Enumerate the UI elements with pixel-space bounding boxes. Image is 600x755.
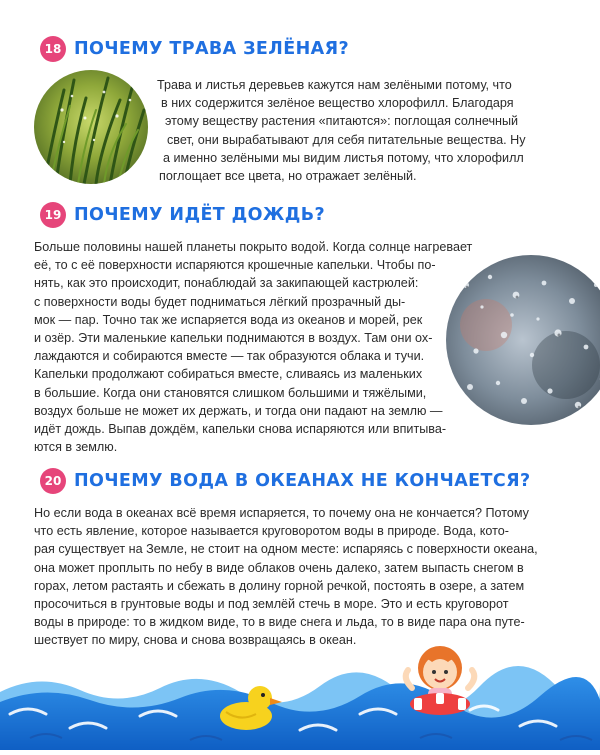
text-line: нять, как это происходит, понаблюдай за закипающей кастрюлей: bbox=[34, 274, 472, 292]
text-line: с поверхности воды будет подниматься лёгкий прозрачный ды- bbox=[34, 293, 472, 311]
text-line: шествует по миру, снова и снова возвращаясь в океан. bbox=[34, 631, 538, 649]
ocean-waves bbox=[0, 666, 600, 750]
text-line: свет, они вырабатывают для себя питательные вещества. Ну bbox=[157, 131, 526, 149]
section-title: ПОЧЕМУ ВОДА В ОКЕАНАХ НЕ КОНЧАЕТСЯ? bbox=[74, 471, 531, 491]
text-line: горах, летом растаять и сбежать в долину горной речкой, постоять в озере, а затем bbox=[34, 577, 538, 595]
grass-with-dew-photo bbox=[34, 70, 148, 184]
section-number-badge: 18 bbox=[40, 36, 66, 62]
text-line: рая существует на Земле, не стоит на одном месте: испаряясь с поверхности океана, bbox=[34, 540, 538, 558]
text-line: Капельки продолжают собираться вместе, сливаясь из маленьких bbox=[34, 365, 472, 383]
text-line: она может проплыть по небу в виде облаков очень далеко, затем выпасть снегом в bbox=[34, 559, 538, 577]
text-line: а именно зелёными мы видим листья потому, что хлорофилл bbox=[157, 149, 526, 167]
text-line: Но если вода в океанах всё время испаряется, то почему она не кончается? Потому bbox=[34, 504, 538, 522]
girl-swimming-with-ring bbox=[406, 646, 475, 715]
section-title: ПОЧЕМУ ИДЁТ ДОЖДЬ? bbox=[74, 205, 325, 225]
text-line: воздух больше не может их держать, и тогда они падают на землю — bbox=[34, 402, 472, 420]
section-number-badge: 20 bbox=[40, 468, 66, 494]
section-18-text bbox=[157, 76, 526, 185]
text-line: просочиться в грунтовые воды и под землёй стечь в море. Это и есть круговорот bbox=[34, 595, 538, 613]
text-line: Трава и листья деревьев кажутся нам зелёными потому, что bbox=[157, 76, 526, 94]
text-line: мок — пар. Точно так же испаряется вода из океанов и морей, рек bbox=[34, 311, 472, 329]
ocean-illustration bbox=[0, 640, 600, 750]
text-line: идёт дождь. Выпав дождём, капельки снова испаряются или впитыва- bbox=[34, 420, 472, 438]
section-18-heading bbox=[40, 36, 349, 62]
text-line: лаждаются и собираются вместе — так образуются облака и тучи. bbox=[34, 347, 472, 365]
text-line: воды в природе: то в жидком виде, то в виде снега и льда, то в виде пара она путе- bbox=[34, 613, 538, 631]
section-20-heading bbox=[40, 468, 531, 494]
text-line: в большие. Когда они становятся слишком большими и тяжёлыми, bbox=[34, 384, 472, 402]
text-line: что есть явление, которое называется круговоротом воды в природе. Вода, кото- bbox=[34, 522, 538, 540]
section-19-text bbox=[34, 238, 472, 456]
text-line: поглощает все цвета, но отражает зелёный. bbox=[157, 167, 526, 185]
section-number-badge: 19 bbox=[40, 202, 66, 228]
text-line: этому веществу растения «питаются»: поглощая солнечный bbox=[157, 112, 526, 130]
text-line: в них содержится зелёное вещество хлорофилл. Благодаря bbox=[157, 94, 526, 112]
text-line: её, то с её поверхности испаряются крошечные капельки. Чтобы по- bbox=[34, 256, 472, 274]
text-line: ются в землю. bbox=[34, 438, 472, 456]
text-line: и озёр. Эти маленькие капельки поднимаются в воздух. Там они ох- bbox=[34, 329, 472, 347]
section-19-heading bbox=[40, 202, 325, 228]
section-20-text bbox=[34, 504, 538, 650]
section-title: ПОЧЕМУ ТРАВА ЗЕЛЁНАЯ? bbox=[74, 39, 349, 59]
text-line: Больше половины нашей планеты покрыто водой. Когда солнце нагревает bbox=[34, 238, 472, 256]
